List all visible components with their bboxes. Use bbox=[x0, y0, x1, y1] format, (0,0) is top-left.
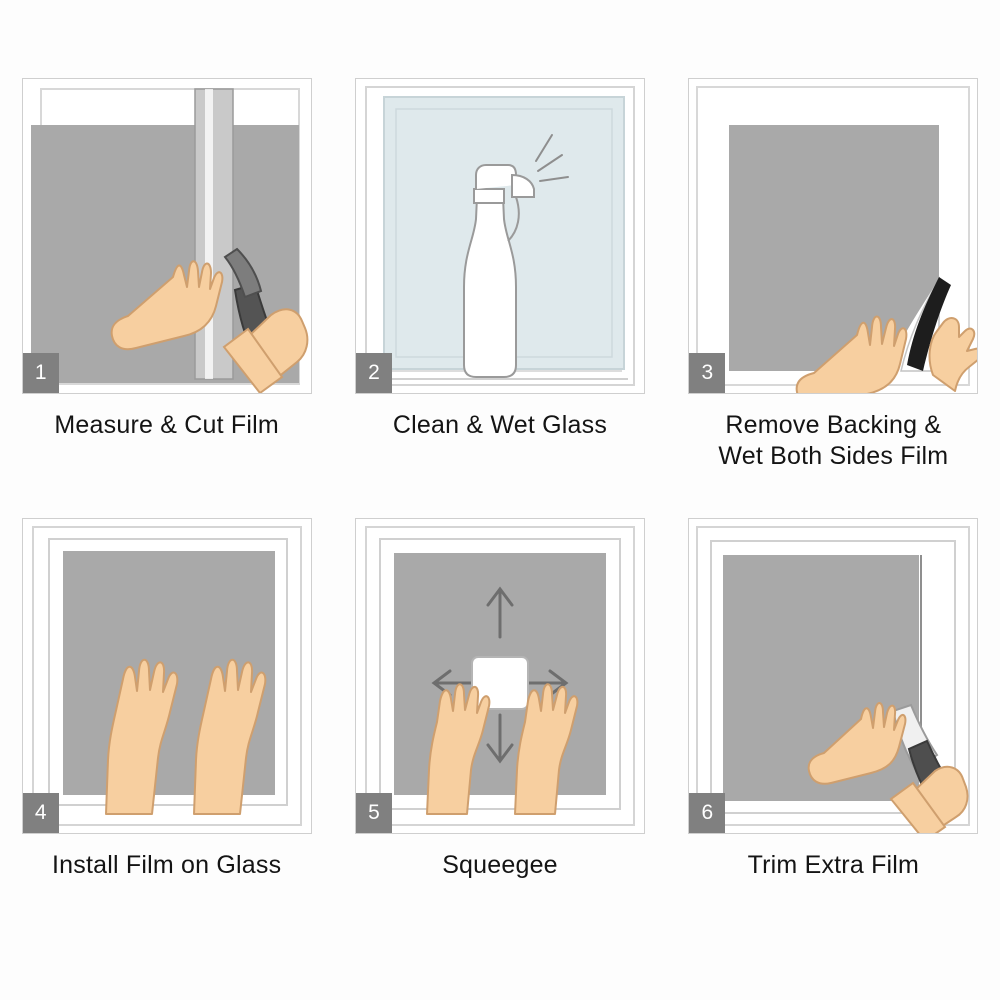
step-caption-1 bbox=[54, 410, 279, 441]
step-cell-3 bbox=[667, 78, 1000, 508]
step-6-illustration bbox=[689, 519, 977, 833]
step-cell-5 bbox=[333, 518, 666, 948]
step-5-illustration bbox=[356, 519, 644, 833]
step-cell-6 bbox=[667, 518, 1000, 948]
step-cell-4 bbox=[0, 518, 333, 948]
step-badge-1: 1 bbox=[23, 353, 59, 393]
step-caption-5 bbox=[442, 850, 558, 881]
step-caption-5-line1: Squeegee bbox=[442, 851, 558, 879]
step-caption-4 bbox=[52, 850, 281, 881]
step-caption-6-line1: Trim Extra Film bbox=[747, 851, 920, 879]
step-cell-1 bbox=[0, 78, 333, 508]
step-panel-4 bbox=[22, 518, 312, 834]
step-1-illustration bbox=[23, 79, 311, 393]
steps-grid bbox=[0, 78, 1000, 948]
step-badge-5: 5 bbox=[356, 793, 392, 833]
step-badge-3: 3 bbox=[689, 353, 725, 393]
step-caption-2-line1: Clean & Wet Glass bbox=[392, 411, 608, 439]
step-badge-6: 6 bbox=[689, 793, 725, 833]
step-panel-5 bbox=[355, 518, 645, 834]
step-4-illustration bbox=[23, 519, 311, 833]
step-panel-2 bbox=[355, 78, 645, 394]
step-caption-4-line1: Install Film on Glass bbox=[52, 851, 282, 879]
step-2-illustration bbox=[356, 79, 644, 393]
step-caption-6 bbox=[748, 850, 920, 881]
step-badge-4: 4 bbox=[23, 793, 59, 833]
step-panel-1 bbox=[22, 78, 312, 394]
step-badge-2: 2 bbox=[356, 353, 392, 393]
step-caption-2 bbox=[393, 410, 607, 441]
step-panel-3 bbox=[688, 78, 978, 394]
step-cell-2 bbox=[333, 78, 666, 508]
step-panel-6 bbox=[688, 518, 978, 834]
step-3-illustration bbox=[689, 79, 977, 393]
step-caption-3-line2: Wet Both Sides Film bbox=[718, 442, 949, 471]
step-caption-1-line1: Measure & Cut Film bbox=[54, 411, 279, 439]
step-caption-3-line1: Remove Backing & bbox=[725, 411, 942, 439]
step-caption-3 bbox=[718, 410, 948, 473]
